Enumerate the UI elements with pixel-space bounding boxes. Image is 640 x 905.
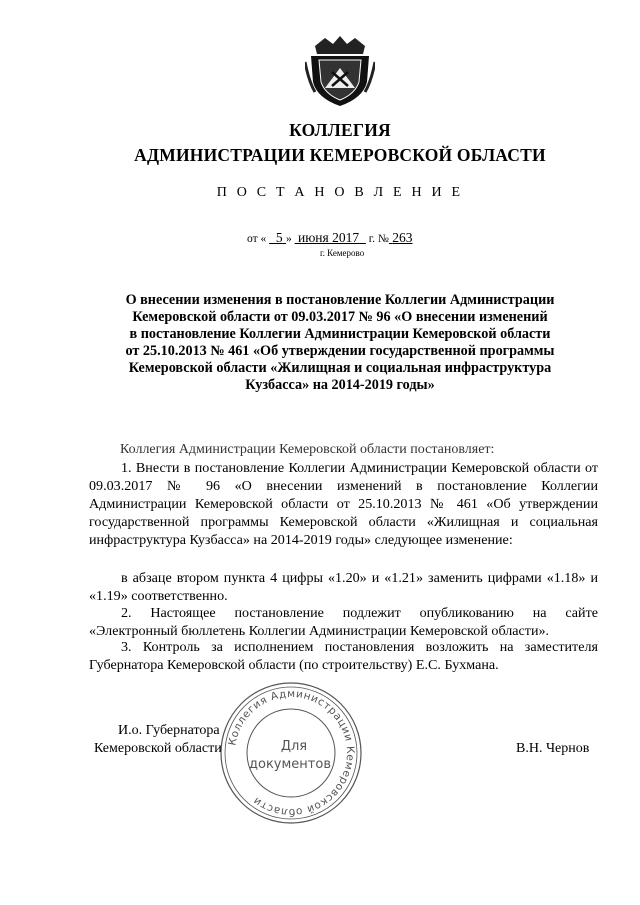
preamble: Коллегия Администрации Кемеровской области постановляет: <box>120 442 495 457</box>
coat-of-arms-icon <box>305 32 375 110</box>
date-year-suffix: г. <box>368 233 376 245</box>
signatory-position-line2: Кемеровской области <box>94 741 222 756</box>
date-day: 5 <box>275 230 283 245</box>
paragraph-1-amendment: в абзаце втором пункта 4 цифры «1.20» и «1.21» заменить цифрами «1.18» и «1.19» соответственно. <box>89 570 598 604</box>
subject-line: в постановление Коллегии Администрации Кемеровской области <box>129 326 551 342</box>
stamp-center-line2: документов <box>249 757 331 772</box>
date-month-year: июня 2017 <box>298 230 360 245</box>
document-subject <box>80 292 600 394</box>
org-title-line1: КОЛЛЕГИЯ <box>289 120 391 140</box>
official-stamp <box>218 680 364 826</box>
document-type: П О С Т А Н О В Л Е Н И Е <box>216 185 464 200</box>
city: г. Кемерово <box>320 248 365 258</box>
date-prefix: от « <box>247 233 267 245</box>
subject-line: О внесении изменения в постановление Коллегии Администрации <box>125 292 555 308</box>
signatory-name: В.Н. Чернов <box>516 741 590 756</box>
document-number: 263 <box>392 230 413 245</box>
org-title-line2: АДМИНИСТРАЦИИ КЕМЕРОВСКОЙ ОБЛАСТИ <box>134 145 546 165</box>
date-line <box>247 230 413 246</box>
subject-line: Кемеровской области от 09.03.2017 № 96 «О внесении изменений <box>132 309 548 325</box>
signatory-position-line1: И.о. Губернатора <box>118 723 220 738</box>
subject-line: Кемеровской области «Жилищная и социальная инфраструктура <box>128 360 552 376</box>
paragraph-1: 1. Внести в постановление Коллегии Администрации Кемеровской области от 09.03.2017 № 96 «О внесении изменений в постановление Коллегии Администрации Кемеровской области от 25.10.2013 № 461 «Об утверждении государственной программы Кемеровской области «Жилищная и социальная инфраструктура Кузбасса» на 2014-2019 годы» следующее изменение: <box>89 460 598 548</box>
subject-line: Кузбасса» на 2014-2019 годы» <box>245 377 435 393</box>
stamp-center-line1: Для <box>280 739 308 754</box>
stamp-ring-text: Коллегия Администрации Кемеровской области <box>226 687 357 819</box>
subject-line: от 25.10.2013 № 461 «Об утверждении государственной программы <box>125 343 555 359</box>
paragraph-2: 2. Настоящее постановление подлежит опубликованию на сайте «Электронный бюллетень Коллегии Администрации Кемеровской области». <box>89 605 598 639</box>
number-label: № <box>377 233 389 245</box>
date-sep: » <box>286 233 292 245</box>
paragraph-3: 3. Контроль за исполнением постановления возложить на заместителя Губернатора Кемеровской области (по строительству) Е.С. Бухмана. <box>89 639 598 673</box>
